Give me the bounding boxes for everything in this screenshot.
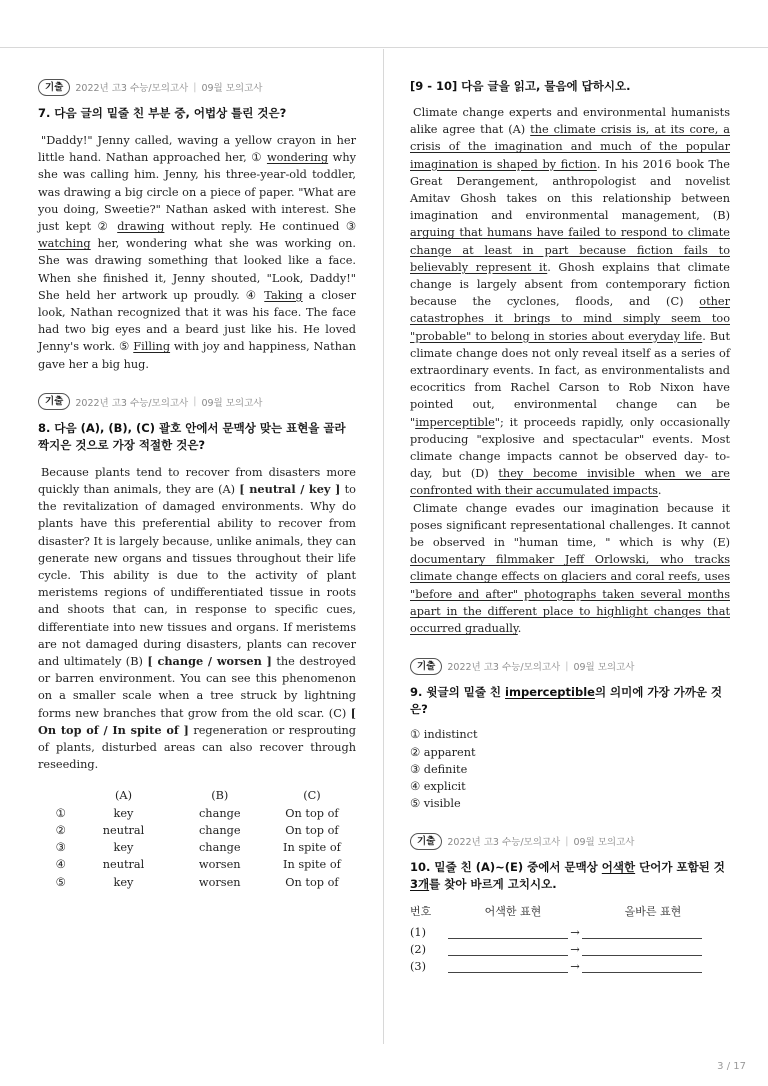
answer-blank[interactable] <box>582 960 702 973</box>
answer-blank[interactable] <box>448 960 568 973</box>
answer-row: (1) → <box>410 922 730 939</box>
answer-blank[interactable] <box>582 926 702 939</box>
option-row: ② neutral change On top of <box>55 823 339 837</box>
passage-9-10: Climate change experts and environmental humanists alike agree that (A) the climate crisis is, at its core, a crisis of the imagination and much of the popular imagination is shaped by fiction. In his 2016 book The Great Derangement, anthropologist and novelist Amitav Ghosh takes on this relationship between imagination and environmental management, (B) arguing that humans have failed to respond to climate change at least in part because fiction fails to believably represent it. Ghosh explains that climate change is largely absent from contemporary fiction because the cyclones, floods, and (C) other catastrophes it brings to mind simply seem too "probable" to belong in stories about everyday life. But climate change does not only reveal itself as a series of extraordinary events. In fact, as environmentalists and ecocritics from Rachel Carson to Rob Nixon have pointed out, environmental change can be "imperceptible"; it proceeds rapidly, only occasionally producing "explosive and spectacular" events. Most climate change impacts cannot be observed day- to-day, but (D) they become invisible when we are confronted with their accumulated impacts. Climate change evades our imagination because it poses significant representational challenges. It cannot be observed in "human time, " which is why (E) documentary filmmaker Jeff Orlowski, who tracks climate change effects on glaciers and coral reefs, uses "before and after" photographs taken several months apart in the different place to highlight changes that occurred gradually. <box>410 106 730 636</box>
choice: ⑤ visible <box>410 797 461 811</box>
exam-pill: 기출 <box>410 833 442 850</box>
q10-answer-table: 번호 어색한 표현 올바른 표현 (1) → (2) → (3) → <box>410 903 730 973</box>
section-heading: [9 - 10] 다음 글을 읽고, 물음에 답하시오. <box>410 79 631 93</box>
column-divider <box>383 49 384 1044</box>
answer-blank[interactable] <box>582 943 702 956</box>
page-number: 3 / 17 <box>717 1061 746 1072</box>
exam-pill: 기출 <box>410 658 442 675</box>
q9-title: 9. 윗글의 밑줄 친 imperceptible의 의미에 가장 가까운 것은? <box>410 685 723 717</box>
answer-row: (3) → <box>410 956 730 973</box>
choice: ① indistinct <box>410 728 478 742</box>
left-column <box>38 78 356 891</box>
answer-row: (2) → <box>410 939 730 956</box>
q7-title: 7. 다음 글의 밑줄 친 부분 중, 어법상 틀린 것은? <box>38 106 287 120</box>
q8-options-table: (A) (B) (C) ① key change On top of ② neutral change On top of ③ key change In spite of ④ neutral worsen In spite of ⑤ key worsen On top of <box>46 786 356 891</box>
q9-tag: 기출 2022년 고3 수능/모의고사 | 09월 모의고사 <box>410 657 730 675</box>
exam-pill: 기출 <box>38 393 70 410</box>
q9-choices <box>410 726 730 812</box>
q8-tag: 기출 2022년 고3 수능/모의고사 | 09월 모의고사 <box>38 393 356 411</box>
choice: ④ explicit <box>410 779 466 793</box>
q8-passage: Because plants tend to recover from disasters more quickly than animals, they are (A) [ neutral / key ] to the revitalization of damaged environments. Why do plants have this preferential ability to recover from disaster? It is largely because, unlike animals, they can generate new organs and tissues throughout their life cycle. This ability is due to the activity of plant meristems regions of undifferentiated tissue in roots and shoots that can, in response to specific cues, differentiate into new tissues and organs. If meristems are not damaged during disasters, plants can recover and ultimately (B) [ change / worsen ] the destroyed or barren environment. You can see this phenomenon on a smaller scale when a tree struck by lightning forms new branches that grow from the old scar. (C) [ On top of / In spite of ] regeneration or resprouting of plants, disturbed areas can also recover through reseeding. <box>38 465 357 772</box>
q8-title: 8. 다음 (A), (B), (C) 괄호 안에서 문맥상 맞는 표현을 골라 짝지은 것으로 가장 적절한 것은? <box>38 420 346 452</box>
q7-passage: "Daddy!" Jenny called, waving a yellow crayon in her little hand. Nathan approached her, ① wondering why she was calling him. Jenny, his three-year-old toddler, was drawing a big circle on a piece of paper. "What are you doing, Sweetie?" Nathan asked with interest. She just kept ② drawing without reply. He continued ③ watching her, wondering what she was working on. She was drawing something that looked like a face. When she finished it, Jenny shouted, "Look, Daddy!" She held her artwork up proudly. ④ Taking a closer look, Nathan recognized that it was his face. The face had two big eyes and a beard just like his. He loved Jenny's work. ⑤ Filling with joy and happiness, Nathan gave her a big hug. <box>38 134 357 371</box>
q10-title: 10. 밑줄 친 (A)~(E) 중에서 문맥상 어색한 단어가 포함된 것 3개를 찾아 바르게 고치시오. <box>410 860 725 892</box>
q10-tag: 기출 2022년 고3 수능/모의고사 | 09월 모의고사 <box>410 832 730 850</box>
option-row: ③ key change In spite of <box>55 841 341 855</box>
q7-tag: 기출 2022년 고3 수능/모의고사 | 09월 모의고사 <box>38 78 356 96</box>
choice: ③ definite <box>410 762 468 776</box>
option-row: ① key change On top of <box>55 806 339 820</box>
choice: ② apparent <box>410 745 476 759</box>
option-row: ④ neutral worsen In spite of <box>55 858 341 872</box>
answer-blank[interactable] <box>448 926 568 939</box>
top-rule <box>0 47 768 48</box>
right-column <box>410 78 730 973</box>
exam-pill: 기출 <box>38 79 70 96</box>
answer-blank[interactable] <box>448 943 568 956</box>
option-row: ⑤ key worsen On top of <box>55 875 339 889</box>
